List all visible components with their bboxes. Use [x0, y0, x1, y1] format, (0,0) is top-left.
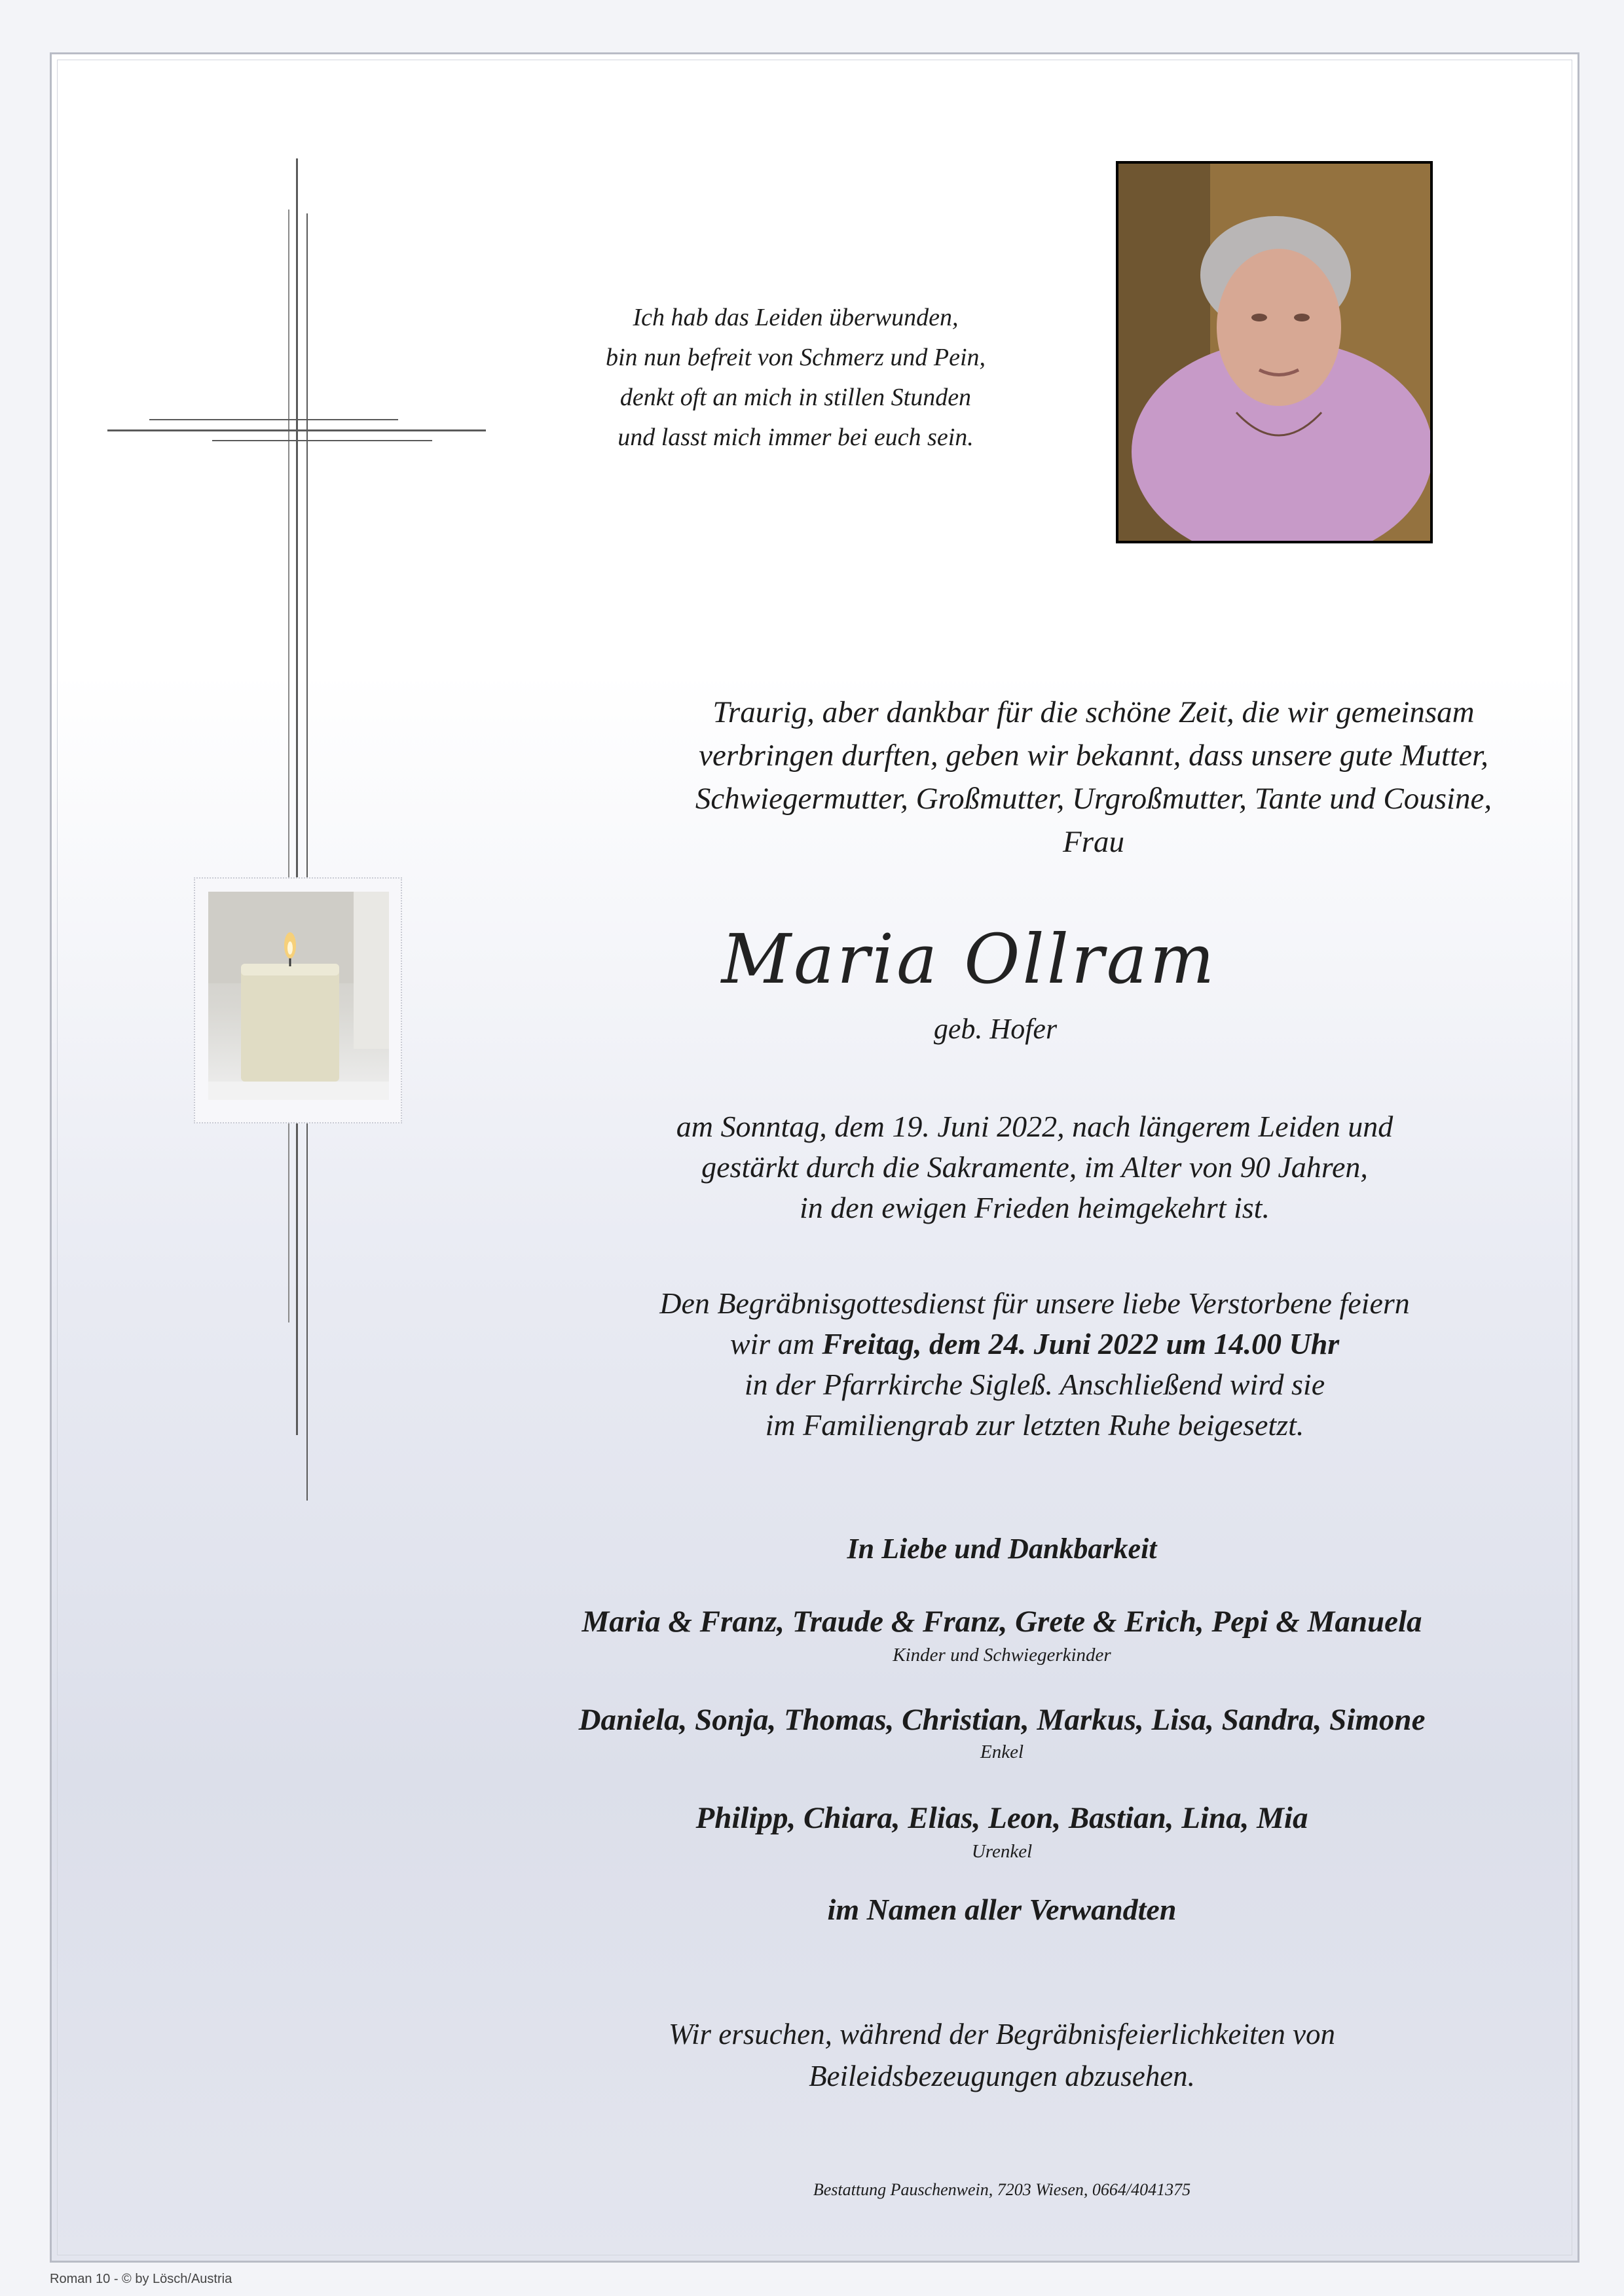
poem-line: bin nun befreit von Schmerz und Pein, [605, 344, 986, 371]
mourners-closing: im Namen aller Verwandten [827, 1893, 1177, 1926]
intro-text [485, 691, 1624, 864]
intro-line: verbringen durften, geben wir bekannt, dass unsere gute Mutter, [699, 738, 1488, 773]
mourner-group-role: Urenkel [971, 1841, 1033, 1862]
death-notice-line: in den ewigen Frieden heimgekehrt ist. [800, 1191, 1270, 1224]
funeral-line: Den Begräbnisgottesdienst für unsere liebe Verstorbene feiern [659, 1286, 1410, 1320]
deceased-name: Maria Ollram [721, 919, 1217, 999]
poem-line: denkt oft an mich in stillen Stunden [619, 384, 972, 411]
funeral-date: Freitag, dem 24. Juni 2022 um 14.00 Uhr [822, 1327, 1340, 1360]
funeral-notice [524, 1283, 1545, 1446]
mourner-group-names: Maria & Franz, Traude & Franz, Grete & Erich, Pepi & Manuela [581, 1605, 1422, 1639]
condolence-request [524, 2013, 1480, 2097]
death-notice [524, 1106, 1545, 1228]
undertaker-info: Bestattung Pauschenwein, 7203 Wiesen, 0664/4041375 [813, 2180, 1191, 2199]
mourner-group-role: Kinder und Schwiegerkinder [893, 1645, 1111, 1666]
cross-vertical-line-thin [288, 210, 289, 1322]
intro-line: Schwiegermutter, Großmutter, Urgroßmutter, Tante und Cousine, [695, 782, 1492, 816]
footer-credit: Roman 10 - © by Lösch/Austria [50, 2272, 232, 2286]
mourner-group-names: Philipp, Chiara, Elias, Leon, Bastian, Lina, Mia [695, 1801, 1308, 1835]
cross-horizontal-line-upper [149, 419, 398, 420]
request-line: Wir ersuchen, während der Begräbnisfeierlichkeiten von [668, 2018, 1336, 2050]
maiden-name: geb. Hofer [933, 1013, 1058, 1045]
request-line: Beileidsbezeugungen abzusehen. [809, 2060, 1195, 2092]
funeral-line-date [524, 1324, 1545, 1364]
person-portrait-icon [1118, 164, 1430, 541]
funeral-line: im Familiengrab zur letzten Ruhe beigesetzt. [765, 1408, 1304, 1442]
candle-icon [208, 892, 389, 1100]
cross-horizontal-line-lower [212, 440, 432, 441]
mourner-group-role: Enkel [980, 1741, 1024, 1762]
funeral-line: in der Pfarrkirche Sigleß. Anschließend wird sie [744, 1368, 1325, 1401]
poem-line: Ich hab das Leiden überwunden, [633, 304, 959, 331]
death-notice-line: am Sonntag, dem 19. Juni 2022, nach längerem Leiden und [676, 1110, 1393, 1143]
mourners-heading: In Liebe und Dankbarkeit [847, 1533, 1157, 1565]
candle-image [208, 892, 389, 1100]
candle-picture-frame [194, 877, 402, 1123]
cross-vertical-line-secondary [306, 213, 308, 1501]
portrait-photo [1116, 161, 1433, 543]
death-notice-line: gestärkt durch die Sakramente, im Alter von 90 Jahren, [701, 1150, 1368, 1184]
portrait-image [1118, 164, 1430, 541]
mourner-group-names: Daniela, Sonja, Thomas, Christian, Markus, Lisa, Sandra, Simone [578, 1703, 1426, 1737]
cross-vertical-line-main [296, 158, 298, 1435]
poem [524, 298, 1067, 458]
intro-line: Frau [1063, 825, 1124, 859]
cross-horizontal-line-main [107, 429, 486, 431]
poem-line: und lasst mich immer bei euch sein. [618, 424, 974, 451]
funeral-date-prefix: wir am [729, 1327, 822, 1360]
intro-line: Traurig, aber dankbar für die schöne Zeit, die wir gemeinsam [712, 695, 1475, 729]
